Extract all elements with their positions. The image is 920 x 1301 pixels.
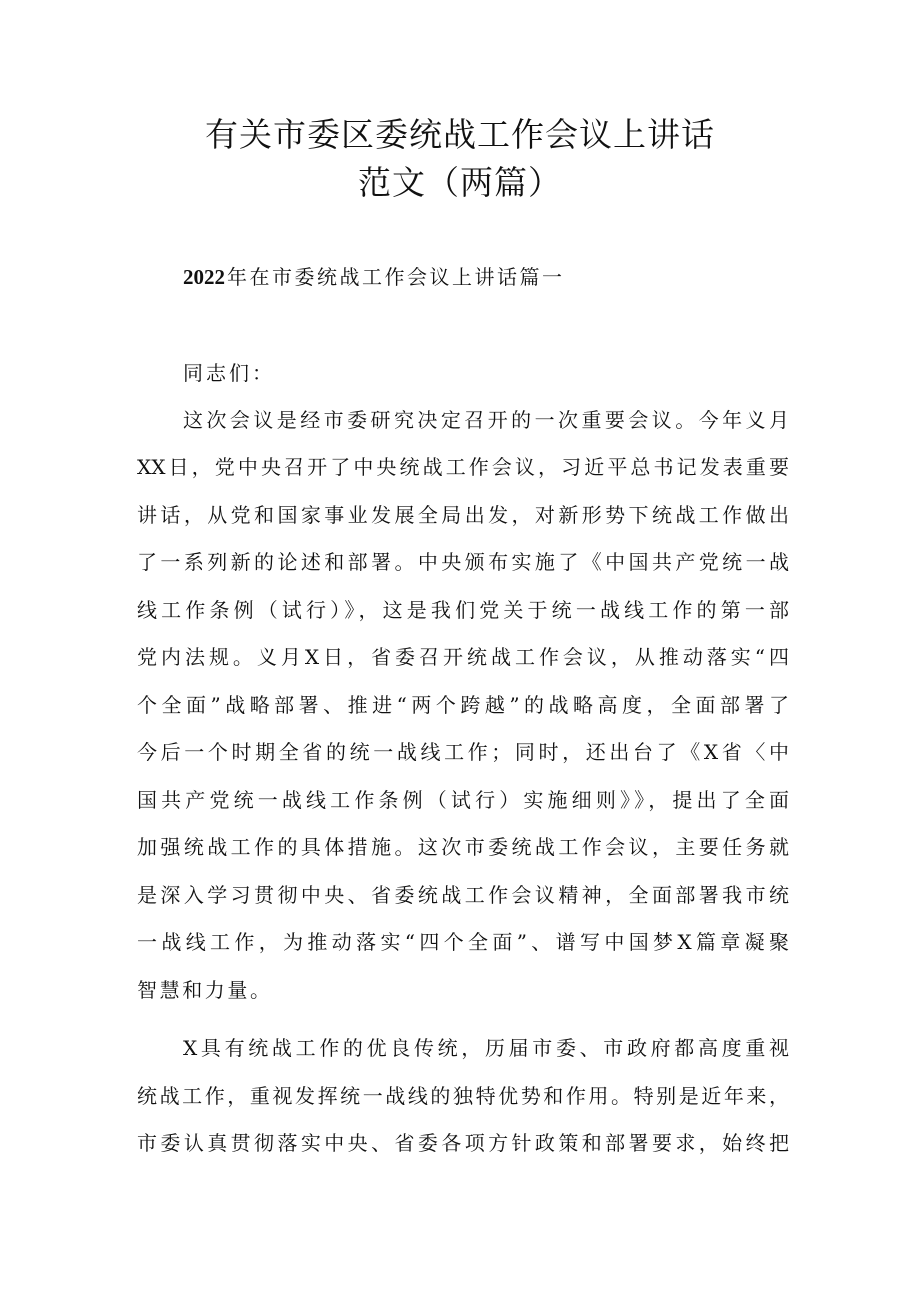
paragraph-line: 今后一个时期全省的统一战线工作；同时，还出台了《X省〈中	[137, 740, 789, 764]
paragraph-line: 智慧和力量。	[137, 978, 273, 1002]
paragraph-line: 这次会议是经市委研究决定召开的一次重要会议。今年义月	[183, 408, 789, 432]
paragraph-line: 党内法规。义月X日，省委召开统战工作会议，从推动落实“四	[137, 645, 789, 669]
paragraph-line: 线工作条例（试行）》，这是我们党关于统一战线工作的第一部	[137, 598, 789, 622]
document-title-line-2: 范文（两篇）	[358, 163, 562, 202]
section-heading-text: 年在市委统战工作会议上讲话篇一	[227, 265, 565, 289]
paragraph-line: 讲话，从党和国家事业发展全局出发，对新形势下统战工作做出	[137, 503, 789, 527]
paragraph-line: X具有统战工作的优良传统，历届市委、市政府都高度重视	[183, 1036, 789, 1060]
paragraph-line: 了一系列新的论述和部署。中央颁布实施了《中国共产党统一战	[137, 550, 789, 574]
salutation: 同志们：	[183, 361, 275, 385]
paragraph-line: 加强统战工作的具体措施。这次市委统战工作会议，主要任务就	[137, 835, 789, 859]
paragraph-line: 统战工作，重视发挥统一战线的独特优势和作用。特别是近年来，	[137, 1084, 789, 1108]
section-heading-year: 2022	[183, 265, 225, 289]
paragraph-line: 国共产党统一战线工作条例（试行）实施细则》》，提出了全面	[137, 788, 789, 812]
paragraph-line: 市委认真贯彻落实中央、省委各项方针政策和部署要求，始终把	[137, 1131, 789, 1155]
paragraph-line: XX日，党中央召开了中央统战工作会议，习近平总书记发表重要	[137, 455, 789, 479]
paragraph-line: 个全面”战略部署、推进“两个跨越”的战略高度，全面部署了	[137, 693, 789, 717]
section-heading	[183, 262, 565, 292]
paragraph-line: 一战线工作，为推动落实“四个全面”、谱写中国梦X篇章凝聚	[137, 930, 789, 954]
document-title-line-1: 有关市委区委统战工作会议上讲话	[205, 115, 715, 154]
paragraph-line: 是深入学习贯彻中央、省委统战工作会议精神，全面部署我市统	[137, 883, 789, 907]
